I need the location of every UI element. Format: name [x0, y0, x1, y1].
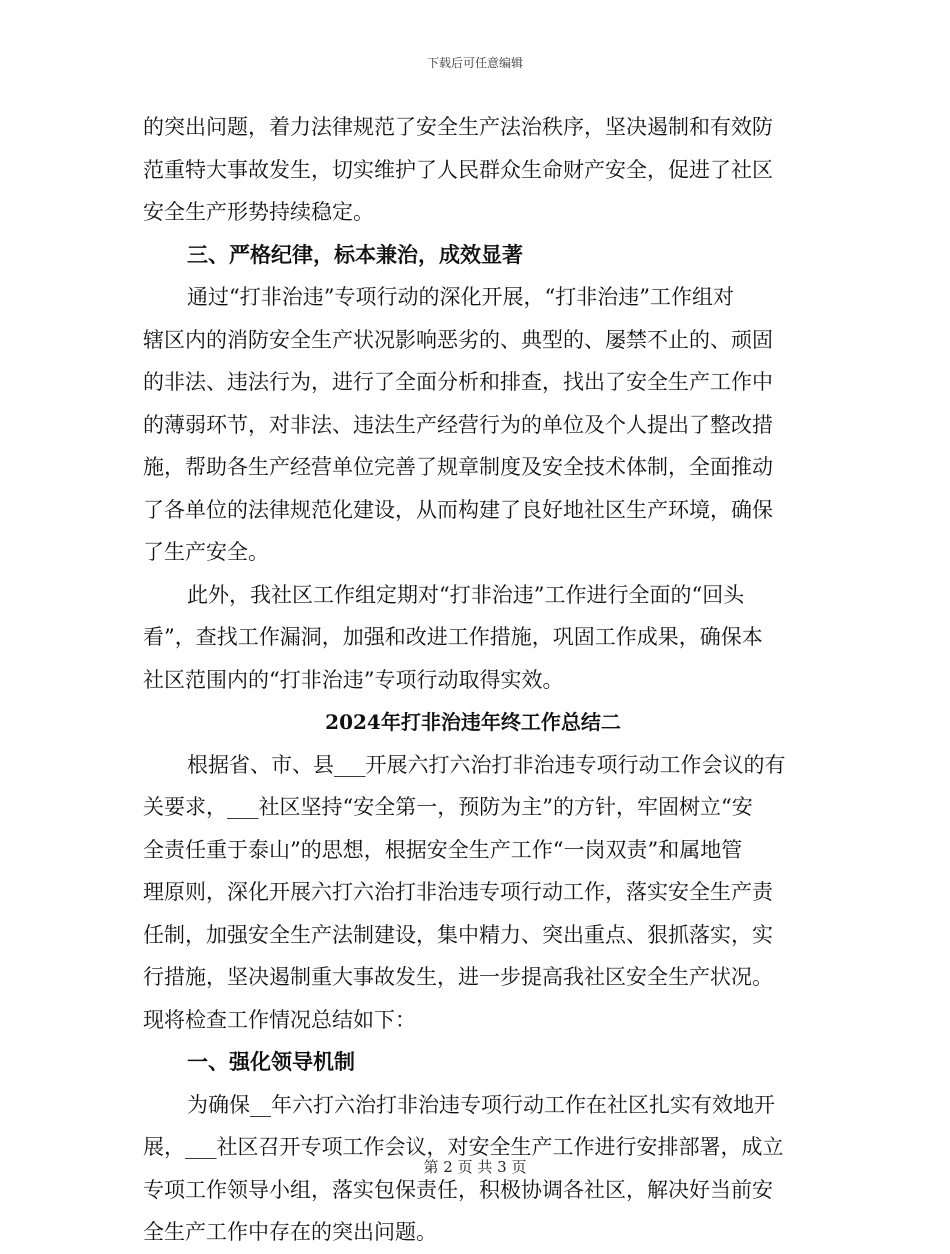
paragraph-line: 行措施，坚决遏制重大事故发生，进一步提高我社区安全生产状况。 [143, 965, 773, 989]
paragraph-line: 全责任重于泰山”的思想，根据安全生产工作“一岗双责”和属地管 [143, 837, 743, 862]
paragraph-line: 的薄弱环节，对非法、违法生产经营行为的单位及个人提出了整改措 [143, 412, 773, 437]
paragraph-line: 了各单位的法律规范化建设，从而构建了良好地社区生产环境，确保 [143, 497, 773, 522]
paragraph-line: 根据省、市、县___开展六打六治打非治违专项行动工作会议的有 [187, 752, 786, 777]
paragraph-line: 为确保__年六打六治打非治违专项行动工作在社区扎实有效地开 [187, 1092, 775, 1117]
paragraph-line: 范重特大事故发生，切实维护了人民群众生命财产安全，促进了社区 [143, 157, 773, 182]
paragraph-line: 专项工作领导小组，落实包保责任，积极协调各社区，解决好当前安 [143, 1177, 773, 1202]
paragraph-line: 任制，加强安全生产法制建设，集中精力、突出重点、狠抓落实，实 [143, 922, 773, 947]
paragraph-line: 社区范围内的“打非治违”专项行动取得实效。 [143, 667, 564, 692]
paragraph-line: 了生产安全。 [143, 540, 269, 564]
paragraph-line: 通过“打非治违”专项行动的深化开展，“打非治违”工作组对 [187, 285, 734, 309]
section-heading: 三、严格纪律，标本兼治，成效显著 [187, 241, 523, 267]
paragraph-line: 施，帮助各生产经营单位完善了规章制度及安全技术体制，全面推动 [143, 455, 773, 479]
paragraph-line: 安全生产形势持续稳定。 [143, 200, 374, 224]
paragraph-line: 的非法、违法行为，进行了全面分析和排查，找出了安全生产工作中 [143, 370, 773, 394]
paragraph-line: 辖区内的消防安全生产状况影响恶劣的、典型的、屡禁不止的、顽固 [143, 327, 773, 352]
paragraph-line: 现将检查工作情况总结如下： [143, 1007, 416, 1032]
paragraph-line: 全生产工作中存在的突出问题。 [143, 1220, 437, 1244]
document-body [143, 106, 803, 1254]
paragraph-line: 展，___社区召开专项工作会议，对安全生产工作进行安排部署，成立 [143, 1135, 784, 1159]
paragraph-line: 理原则，深化开展六打六治打非治违专项行动工作，落实安全生产责 [143, 880, 773, 904]
paragraph-line: 的突出问题，着力法律规范了安全生产法治秩序，坚决遏制和有效防 [143, 115, 773, 139]
document-title: 2024年打非治违年终工作总结二 [325, 710, 621, 734]
paragraph-line: 看”，查找工作漏洞，加强和改进工作措施，巩固工作成果，确保本 [143, 625, 763, 649]
page-number: 第 2 页 共 3 页 [423, 1158, 527, 1176]
page-header: 下载后可任意编辑 [426, 56, 523, 70]
section-heading: 一、强化领导机制 [187, 1049, 355, 1074]
paragraph-line: 关要求，___社区坚持“安全第一，预防为主”的方针，牢固树立“安 [143, 795, 753, 819]
paragraph-line: 此外，我社区工作组定期对“打非治违”工作进行全面的“回头 [187, 582, 745, 607]
